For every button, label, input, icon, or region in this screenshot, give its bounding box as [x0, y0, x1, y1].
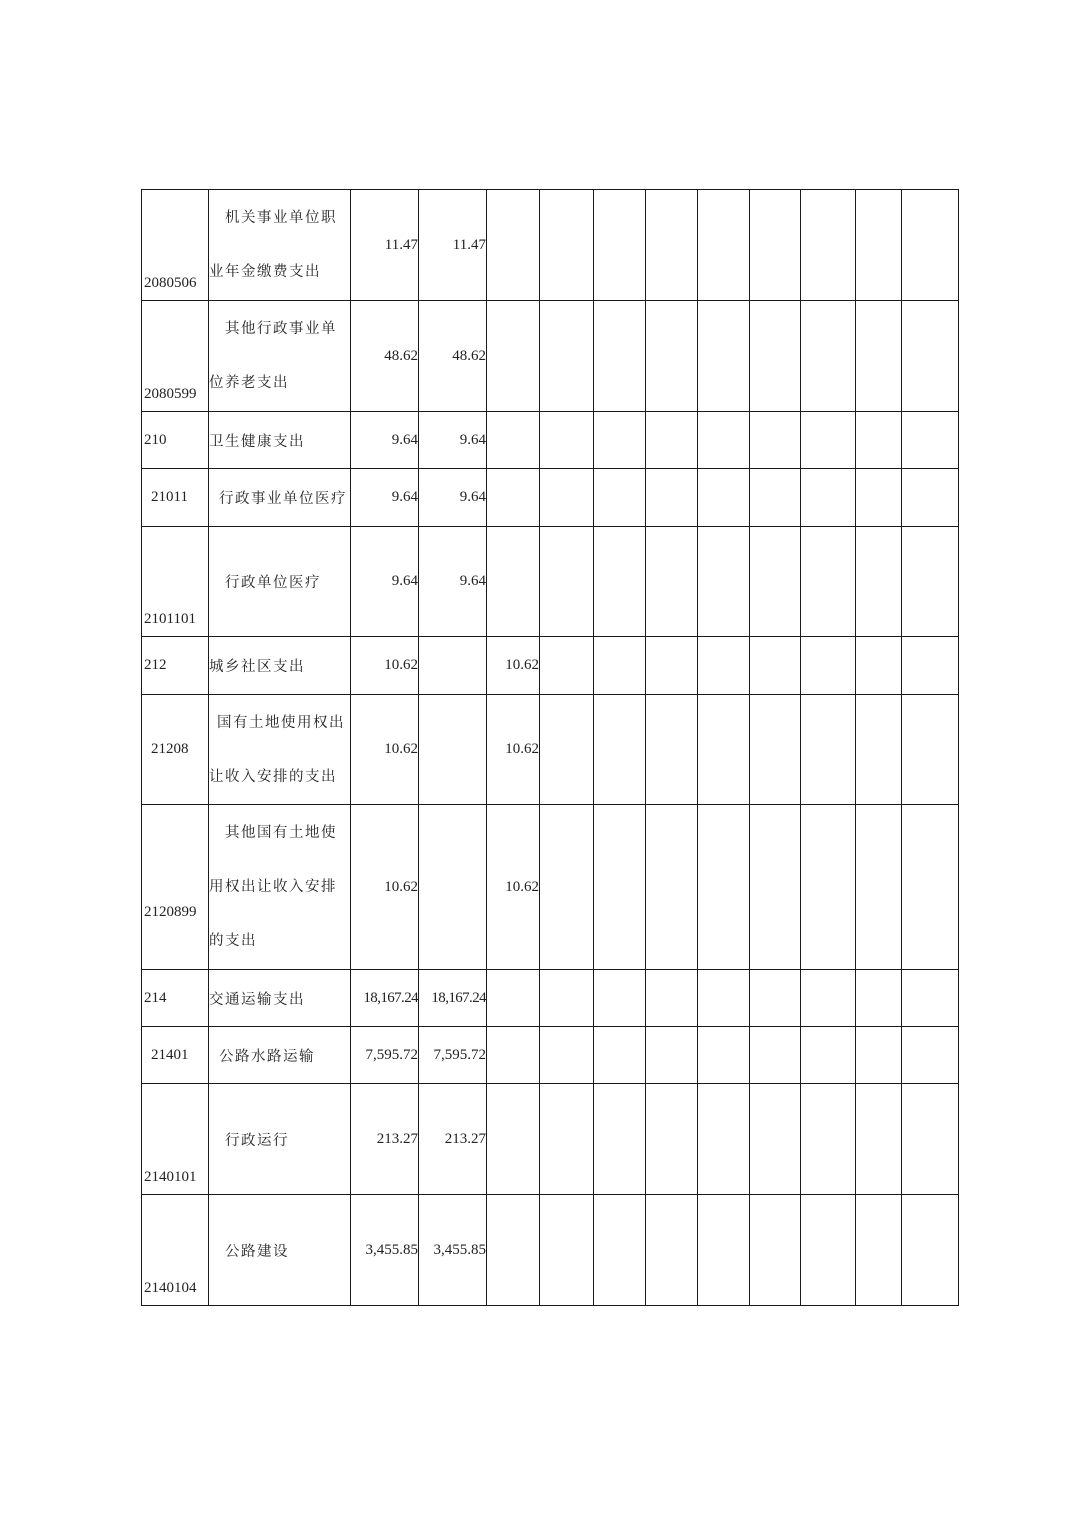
name-cell [209, 301, 351, 412]
name-cell [209, 637, 351, 695]
empty-cell [801, 190, 856, 301]
name-line: 其他国有土地使 [225, 825, 337, 841]
table-row [142, 190, 959, 301]
empty-cell [540, 805, 594, 970]
project-cell [487, 1084, 540, 1195]
basic-cell: 11.47 [419, 190, 487, 301]
empty-cell [856, 970, 902, 1027]
code-cell: 2140104 [142, 1195, 209, 1306]
name-line: 用权出让收入安排 [209, 879, 337, 895]
empty-cell [750, 527, 801, 637]
total-cell: 9.64 [351, 527, 419, 637]
empty-cell [856, 1084, 902, 1195]
empty-cell [540, 970, 594, 1027]
empty-cell [540, 469, 594, 527]
code-cell: 210 [142, 412, 209, 469]
empty-cell [856, 190, 902, 301]
code-cell: 2080599 [142, 301, 209, 412]
table-row [142, 469, 959, 527]
empty-cell [698, 527, 750, 637]
empty-cell [594, 695, 646, 805]
project-cell [487, 469, 540, 527]
total-cell: 11.47 [351, 190, 419, 301]
basic-cell: 18,167.24 [419, 970, 487, 1027]
empty-cell [750, 1195, 801, 1306]
budget-table [141, 189, 959, 1306]
name-cell [209, 1195, 351, 1306]
basic-cell [419, 695, 487, 805]
empty-cell [856, 1195, 902, 1306]
empty-cell [540, 190, 594, 301]
name-cell [209, 695, 351, 805]
empty-cell [801, 527, 856, 637]
basic-cell [419, 637, 487, 695]
empty-cell [698, 1195, 750, 1306]
empty-cell [646, 1195, 698, 1306]
total-cell: 9.64 [351, 412, 419, 469]
name-cell [209, 1084, 351, 1195]
table-row [142, 695, 959, 805]
code-cell: 214 [142, 970, 209, 1027]
empty-cell [801, 301, 856, 412]
empty-cell [594, 970, 646, 1027]
empty-cell [801, 469, 856, 527]
empty-cell [856, 301, 902, 412]
empty-cell [801, 412, 856, 469]
empty-cell [540, 1195, 594, 1306]
empty-cell [646, 805, 698, 970]
name-cell [209, 970, 351, 1027]
empty-cell [540, 527, 594, 637]
empty-cell [856, 637, 902, 695]
name-line: 让收入安排的支出 [209, 768, 337, 785]
code-cell: 21401 [142, 1027, 209, 1084]
name-line: 行政事业单位医疗 [219, 491, 347, 507]
total-cell: 9.64 [351, 469, 419, 527]
empty-cell [902, 190, 959, 301]
empty-cell [594, 637, 646, 695]
name-cell [209, 469, 351, 527]
name-cell [209, 527, 351, 637]
empty-cell [594, 412, 646, 469]
name-line: 的支出 [209, 933, 257, 949]
name-line: 其他行政事业单 [225, 321, 337, 337]
code-cell: 2120899 [142, 805, 209, 970]
empty-cell [540, 412, 594, 469]
empty-cell [902, 301, 959, 412]
empty-cell [646, 190, 698, 301]
basic-cell: 9.64 [419, 412, 487, 469]
name-cell [209, 805, 351, 970]
empty-cell [594, 301, 646, 412]
empty-cell [698, 301, 750, 412]
project-cell [487, 190, 540, 301]
empty-cell [594, 190, 646, 301]
empty-cell [750, 1027, 801, 1084]
name-line: 国有土地使用权出 [217, 714, 345, 731]
empty-cell [902, 805, 959, 970]
project-cell: 10.62 [487, 637, 540, 695]
empty-cell [594, 1027, 646, 1084]
basic-cell: 9.64 [419, 469, 487, 527]
empty-cell [698, 1084, 750, 1195]
table-row [142, 1195, 959, 1306]
total-cell: 7,595.72 [351, 1027, 419, 1084]
basic-cell: 9.64 [419, 527, 487, 637]
empty-cell [902, 1084, 959, 1195]
empty-cell [902, 412, 959, 469]
name-line: 公路水路运输 [219, 1048, 315, 1065]
empty-cell [902, 1195, 959, 1306]
empty-cell [698, 190, 750, 301]
empty-cell [594, 527, 646, 637]
table-row [142, 301, 959, 412]
table-row [142, 1084, 959, 1195]
empty-cell [698, 469, 750, 527]
empty-cell [540, 695, 594, 805]
empty-cell [594, 805, 646, 970]
empty-cell [646, 301, 698, 412]
name-cell [209, 412, 351, 469]
name-line: 业年金缴费支出 [209, 264, 321, 280]
empty-cell [902, 469, 959, 527]
empty-cell [801, 1027, 856, 1084]
table-row [142, 805, 959, 970]
empty-cell [856, 805, 902, 970]
project-cell [487, 970, 540, 1027]
empty-cell [594, 469, 646, 527]
table-row [142, 527, 959, 637]
code-cell: 212 [142, 637, 209, 695]
code-cell: 2080506 [142, 190, 209, 301]
empty-cell [801, 1084, 856, 1195]
name-line: 行政运行 [225, 1132, 289, 1149]
empty-cell [540, 1084, 594, 1195]
empty-cell [646, 1084, 698, 1195]
empty-cell [856, 469, 902, 527]
empty-cell [856, 1027, 902, 1084]
project-cell [487, 412, 540, 469]
total-cell: 18,167.24 [351, 970, 419, 1027]
project-cell: 10.62 [487, 805, 540, 970]
table-row [142, 637, 959, 695]
empty-cell [698, 805, 750, 970]
empty-cell [856, 695, 902, 805]
empty-cell [540, 637, 594, 695]
empty-cell [646, 695, 698, 805]
empty-cell [902, 637, 959, 695]
empty-cell [750, 1084, 801, 1195]
empty-cell [801, 970, 856, 1027]
total-cell: 3,455.85 [351, 1195, 419, 1306]
empty-cell [594, 1195, 646, 1306]
basic-cell: 213.27 [419, 1084, 487, 1195]
name-line: 城乡社区支出 [209, 659, 305, 675]
empty-cell [801, 637, 856, 695]
empty-cell [750, 469, 801, 527]
empty-cell [540, 1027, 594, 1084]
empty-cell [698, 970, 750, 1027]
empty-cell [750, 695, 801, 805]
code-cell: 21011 [142, 469, 209, 527]
name-line: 卫生健康支出 [209, 433, 305, 450]
empty-cell [856, 412, 902, 469]
name-line: 行政单位医疗 [225, 575, 321, 591]
total-cell: 10.62 [351, 805, 419, 970]
project-cell [487, 301, 540, 412]
empty-cell [646, 527, 698, 637]
empty-cell [801, 695, 856, 805]
empty-cell [646, 1027, 698, 1084]
empty-cell [646, 637, 698, 695]
empty-cell [646, 469, 698, 527]
empty-cell [902, 970, 959, 1027]
empty-cell [698, 412, 750, 469]
name-line: 机关事业单位职 [225, 210, 337, 226]
code-cell: 2101101 [142, 527, 209, 637]
table-row [142, 412, 959, 469]
empty-cell [594, 1084, 646, 1195]
empty-cell [698, 637, 750, 695]
name-line: 交通运输支出 [209, 991, 305, 1008]
project-cell: 10.62 [487, 695, 540, 805]
code-cell: 21208 [142, 695, 209, 805]
empty-cell [801, 1195, 856, 1306]
name-line: 公路建设 [225, 1243, 289, 1260]
empty-cell [750, 970, 801, 1027]
empty-cell [750, 805, 801, 970]
empty-cell [750, 637, 801, 695]
project-cell [487, 527, 540, 637]
empty-cell [801, 805, 856, 970]
empty-cell [540, 301, 594, 412]
empty-cell [698, 695, 750, 805]
name-line: 位养老支出 [209, 375, 289, 391]
basic-cell [419, 805, 487, 970]
basic-cell: 48.62 [419, 301, 487, 412]
code-cell: 2140101 [142, 1084, 209, 1195]
empty-cell [646, 970, 698, 1027]
empty-cell [750, 301, 801, 412]
basic-cell: 7,595.72 [419, 1027, 487, 1084]
project-cell [487, 1195, 540, 1306]
table-row [142, 970, 959, 1027]
empty-cell [750, 190, 801, 301]
empty-cell [698, 1027, 750, 1084]
total-cell: 213.27 [351, 1084, 419, 1195]
empty-cell [856, 527, 902, 637]
name-cell [209, 190, 351, 301]
basic-cell: 3,455.85 [419, 1195, 487, 1306]
table-row [142, 1027, 959, 1084]
empty-cell [750, 412, 801, 469]
project-cell [487, 1027, 540, 1084]
empty-cell [902, 527, 959, 637]
empty-cell [902, 695, 959, 805]
total-cell: 10.62 [351, 695, 419, 805]
name-cell [209, 1027, 351, 1084]
total-cell: 48.62 [351, 301, 419, 412]
empty-cell [902, 1027, 959, 1084]
total-cell: 10.62 [351, 637, 419, 695]
empty-cell [646, 412, 698, 469]
